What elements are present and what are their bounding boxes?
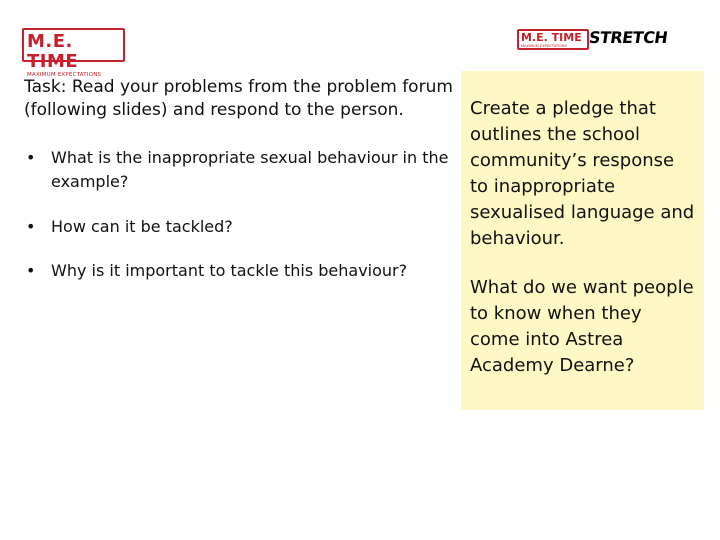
me-time-stretch-logo: [517, 29, 589, 50]
list-item: [26, 259, 456, 283]
stretch-question-text: What do we want people to know when they come into Astrea Academy Dearne?: [470, 277, 694, 376]
bullet-icon: •: [26, 148, 36, 167]
list-item: [26, 146, 456, 194]
question-list: [26, 146, 456, 283]
me-time-logo: [22, 28, 125, 78]
logo-text: M.E. TIME: [27, 31, 79, 72]
bullet-text: Why is it important to tackle this behaviour?: [51, 261, 408, 280]
task-instructions: [24, 76, 454, 122]
bullet-text: How can it be tackled?: [51, 217, 233, 236]
pledge-text: Create a pledge that outlines the school community’s response to inappropriate sexualised language and behaviour.: [470, 98, 695, 249]
logo-tagline: MAXIMUM EXPECTATIONS: [27, 72, 102, 78]
list-item: [26, 215, 456, 239]
stretch-badge: STRETCH: [587, 28, 669, 47]
bullet-icon: •: [26, 261, 36, 280]
task-label: Task: [24, 77, 61, 97]
stretch-task-panel: [461, 71, 704, 410]
stretch-logo-text: M.E. TIME: [521, 31, 582, 44]
stretch-logo-tagline: MAXIMUM EXPECTATIONS: [521, 44, 567, 48]
task-text: : Read your problems from the problem forum (following slides) and respond to the person.: [24, 77, 453, 120]
bullet-text: What is the inappropriate sexual behaviour in the example?: [51, 148, 449, 191]
bullet-icon: •: [26, 217, 36, 236]
